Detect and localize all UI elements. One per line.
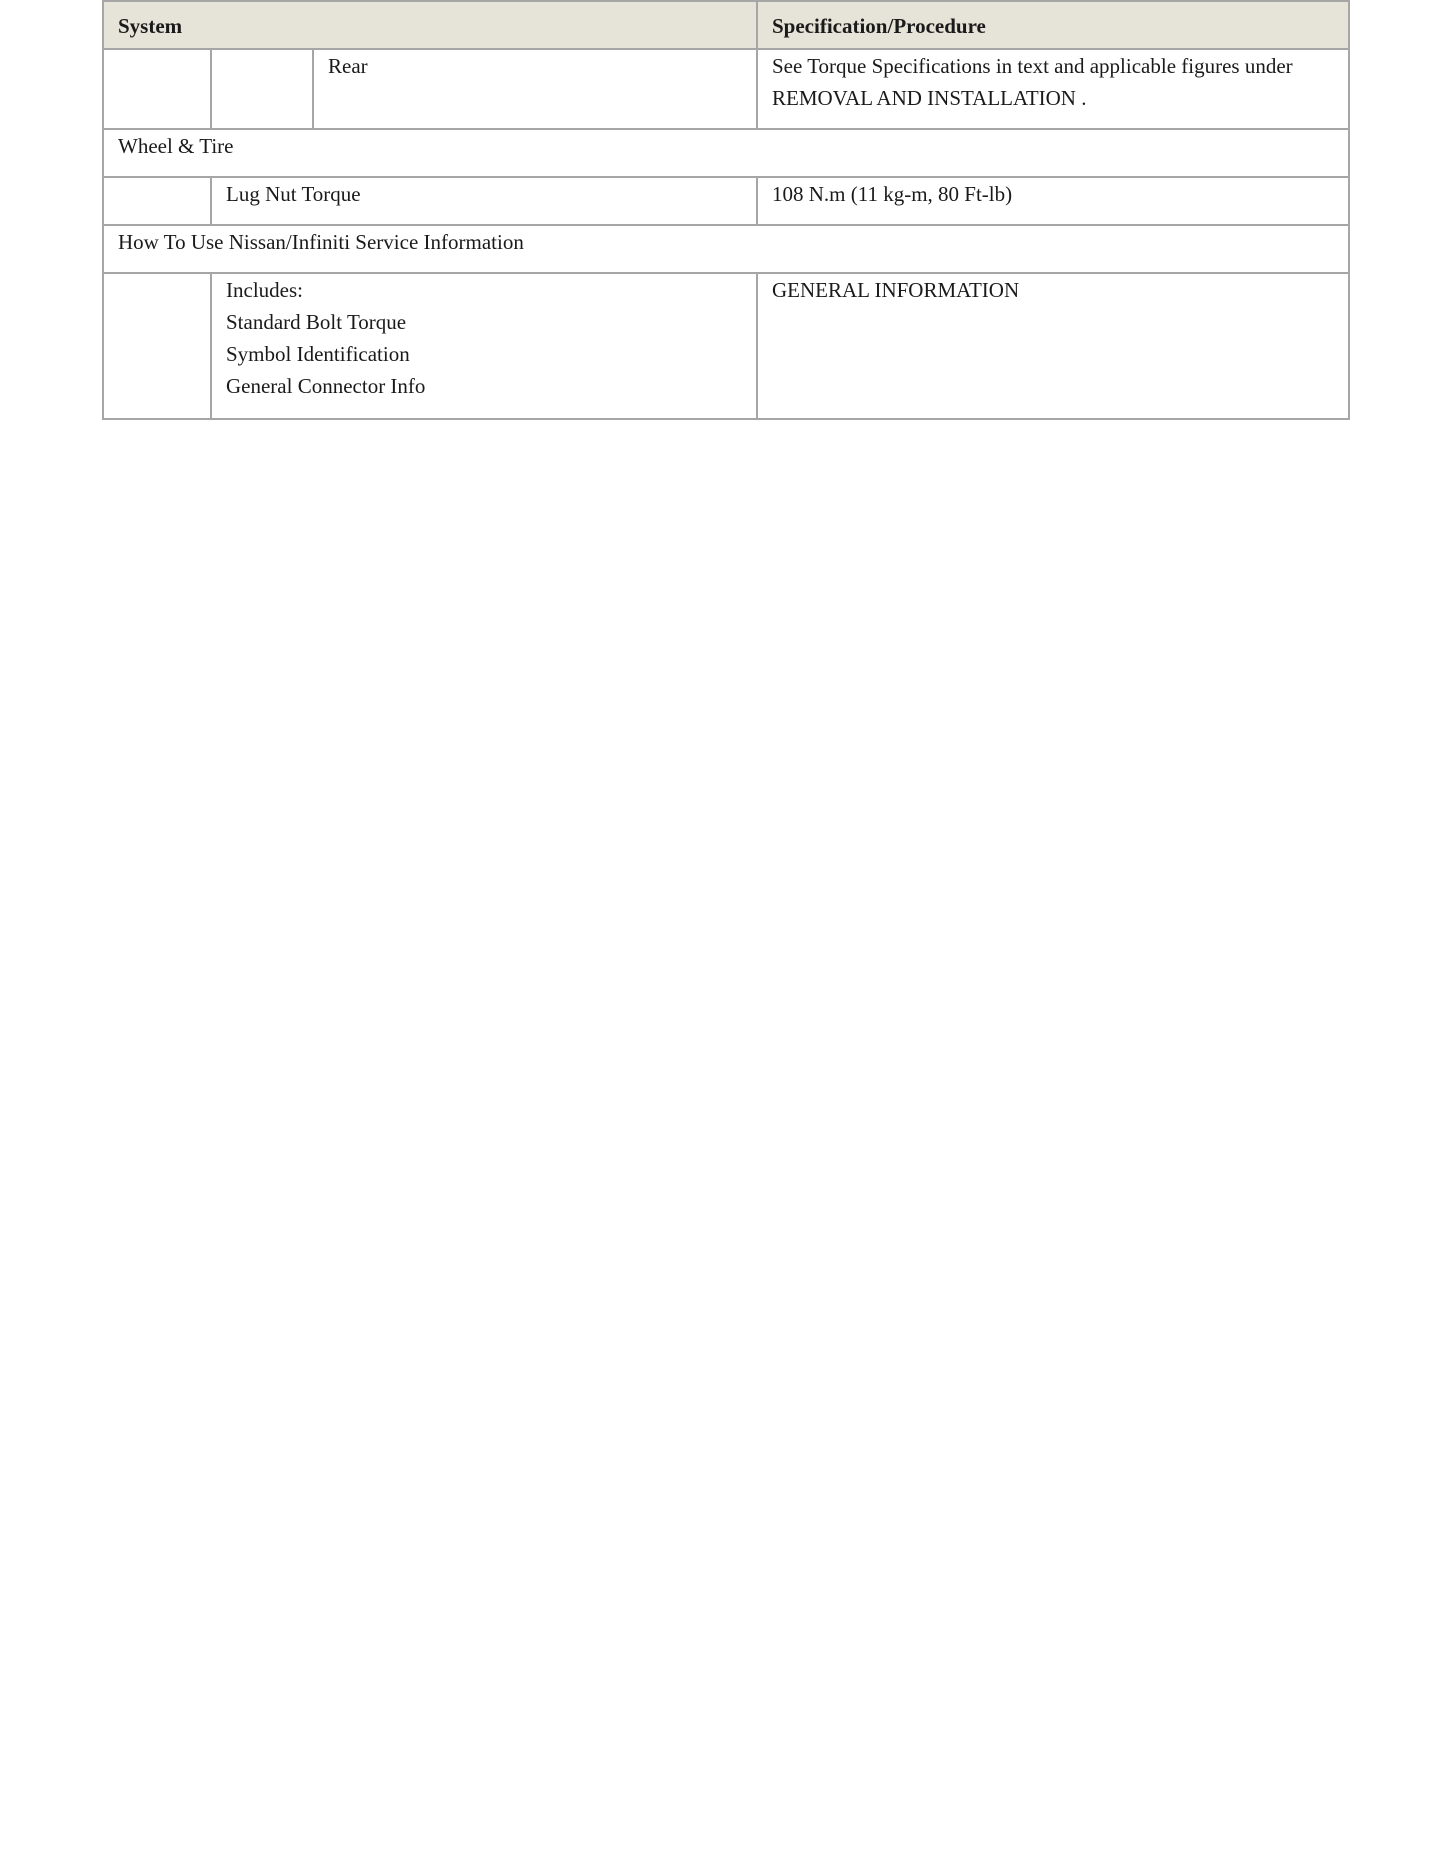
includes-spec: GENERAL INFORMATION xyxy=(757,273,1349,419)
table-row-rear xyxy=(103,49,1349,129)
header-system: System xyxy=(103,1,757,49)
includes-item: Symbol Identification xyxy=(226,342,410,366)
table-header-row xyxy=(103,1,1349,49)
lug-nut-spec: 108 N.m (11 kg-m, 80 Ft-lb) xyxy=(757,177,1349,225)
table-row-includes xyxy=(103,273,1349,419)
includes-list xyxy=(211,273,757,419)
rear-spec xyxy=(757,49,1349,129)
empty-cell xyxy=(103,49,211,129)
rear-spec-line: See Torque Specifications in text and applicable figures under xyxy=(772,54,1293,78)
table-row-how-to-use xyxy=(103,225,1349,273)
empty-cell xyxy=(103,273,211,419)
includes-item: Includes: xyxy=(226,278,303,302)
how-to-use-section: How To Use Nissan/Infiniti Service Information xyxy=(103,225,1349,273)
wheel-tire-section: Wheel & Tire xyxy=(103,129,1349,177)
empty-cell xyxy=(103,177,211,225)
lug-nut-label: Lug Nut Torque xyxy=(211,177,757,225)
header-specification: Specification/Procedure xyxy=(757,1,1349,49)
table-row-lug-nut xyxy=(103,177,1349,225)
empty-cell xyxy=(211,49,313,129)
includes-item: Standard Bolt Torque xyxy=(226,310,407,334)
includes-item: General Connector Info xyxy=(226,374,426,398)
rear-label: Rear xyxy=(313,49,757,129)
specification-table xyxy=(102,0,1350,420)
rear-spec-line: REMOVAL AND INSTALLATION . xyxy=(772,86,1087,110)
table-row-wheel-tire xyxy=(103,129,1349,177)
